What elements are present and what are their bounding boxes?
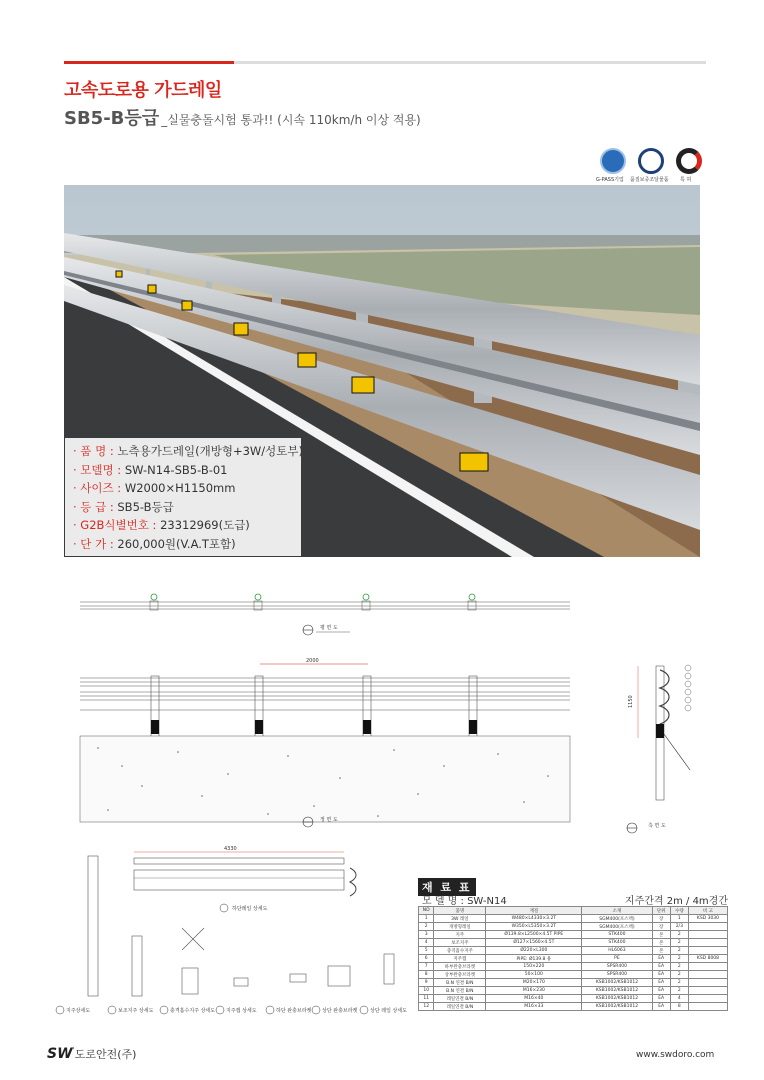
- side-view-drawing: [620, 660, 710, 840]
- front-view-drawing: [78, 656, 578, 836]
- website-link[interactable]: www.swdoro.com: [636, 1050, 715, 1060]
- col-name: 품명: [434, 907, 486, 915]
- table-row: 10 B.N 연결 B/N M16×230 KSB1002/KSB1012 EA 2: [419, 987, 728, 995]
- materials-heading: 재 료 표: [418, 878, 476, 896]
- detail-label-lower-bracket: 하단 완충브라켓: [276, 1008, 312, 1014]
- patent-icon: [676, 148, 702, 174]
- spec-box: [65, 438, 301, 556]
- logo-text: 도로안전(주): [74, 1048, 137, 1061]
- detail-label-cap: 지주캡 상세도: [226, 1008, 257, 1014]
- logo-mark-icon: ': [72, 1046, 75, 1055]
- spec-row-grade: · 등 급 : SB5-B등급: [73, 499, 174, 514]
- detail-drawings: [54, 838, 414, 1018]
- spec-row-price: · 단 가 : 260,000원(V.A.T포함): [73, 536, 236, 551]
- page-title: 고속도로용 가드레일: [64, 80, 222, 101]
- table-row: 5 충격흡수지주 Ø220×L300 HL6063 본 2: [419, 947, 728, 955]
- detail-label-upper-rail: 상단 레일 상세도: [370, 1008, 407, 1014]
- table-row: 8 상부완충브라켓 50×100 SPSR400 EA 2: [419, 971, 728, 979]
- detail-label-sub-post: 보조지주 상세도: [118, 1008, 154, 1014]
- spec-row-size: · 사이즈 : W2000×H1150mm: [73, 481, 236, 495]
- spec-row-name: · 품 명 : 노측용가드레일(개방형+3W/성토부): [73, 444, 303, 458]
- company-logo: [47, 1046, 136, 1062]
- table-row: 12 레일연결 B/N M16×33 KSB1002/KSB1012 EA 8: [419, 1003, 728, 1011]
- table-row: 9 B.N 연결 B/N M20×170 KSB1002/KSB1012 EA 2: [419, 979, 728, 987]
- cert-label-quality: 품질보증조달물품: [630, 177, 669, 183]
- side-view-label: 측 면 도: [648, 823, 666, 829]
- header-rule-accent: [64, 61, 234, 64]
- table-row: 6 지주캡 PIPE: Ø139.8 용 PE EA 2 KSD 8008: [419, 955, 728, 963]
- spec-row-g2b: · G2B식별번호 : 23312969(도급): [73, 518, 250, 532]
- col-note: 비 고: [688, 907, 727, 915]
- materials-table: [418, 906, 728, 1011]
- detail-label-upper-bracket: 상단 완충브라켓: [322, 1008, 358, 1014]
- cert-label-gpass: G-PASS기업: [596, 177, 624, 183]
- detail-label-post: 지주상세도: [66, 1008, 91, 1014]
- materials-section: [418, 876, 728, 1010]
- quality-icon: [638, 148, 664, 174]
- table-row: 2 개방형레일 W350×L5350×3.2T SGM400(포스맥) 장 2/3: [419, 923, 728, 931]
- front-view-label: 정 면 도: [320, 817, 338, 823]
- logo-sw: SW: [47, 1046, 73, 1062]
- col-qty: 수량: [670, 907, 688, 915]
- detail-label-shock-post: 충격흡수지주 상세도: [170, 1008, 216, 1014]
- plan-view-label: 평 면 도: [320, 625, 338, 631]
- col-spec: 재질: [486, 907, 582, 915]
- subtitle-grade: SB5-B등급: [64, 108, 160, 129]
- rail-detail-label: 하단레일 상세도: [232, 906, 268, 912]
- col-no: NO: [419, 907, 434, 915]
- certification-badges: [596, 148, 706, 186]
- rail-dim-4330: 4330: [224, 846, 237, 852]
- page-subtitle: [64, 104, 421, 130]
- table-row: 1 3W 레일 W480×L4330×3.2T SGM400(포스맥) 장 1 KSD 3030: [419, 915, 728, 923]
- table-row: 7 하부완충브라켓 150×220 SPSR400 EA 2: [419, 963, 728, 971]
- header-rule: [64, 61, 706, 64]
- col-unit: 단위: [652, 907, 670, 915]
- materials-interval: 지주간격 2m / 4m경간: [624, 896, 728, 907]
- col-material: 소재: [582, 907, 652, 915]
- table-row: 4 보조지주 Ø127×1560×4.5T STK400 본 2: [419, 939, 728, 947]
- table-row: 3 지주 Ø139.8×L2500×4.5T PIPE STK400 본 2: [419, 931, 728, 939]
- gpass-icon: [600, 148, 626, 174]
- plan-view-drawing: [78, 586, 578, 646]
- materials-header-row: [419, 907, 728, 915]
- subtitle-note: _실물충돌시험 통과!! (시속 110km/h 이상 적용): [161, 113, 421, 127]
- side-dim-1150: 1150: [628, 695, 634, 708]
- spec-row-model: · 모델명 : SW-N14-SB5-B-01: [73, 462, 228, 477]
- table-row: 11 레일연결 B/N M16×40 KSB1002/KSB1012 EA 4: [419, 995, 728, 1003]
- materials-model: 모 델 명 : SW-N14: [422, 896, 507, 907]
- cert-label-patent: 특 허: [680, 177, 692, 183]
- front-dim-2000: 2000: [306, 658, 319, 664]
